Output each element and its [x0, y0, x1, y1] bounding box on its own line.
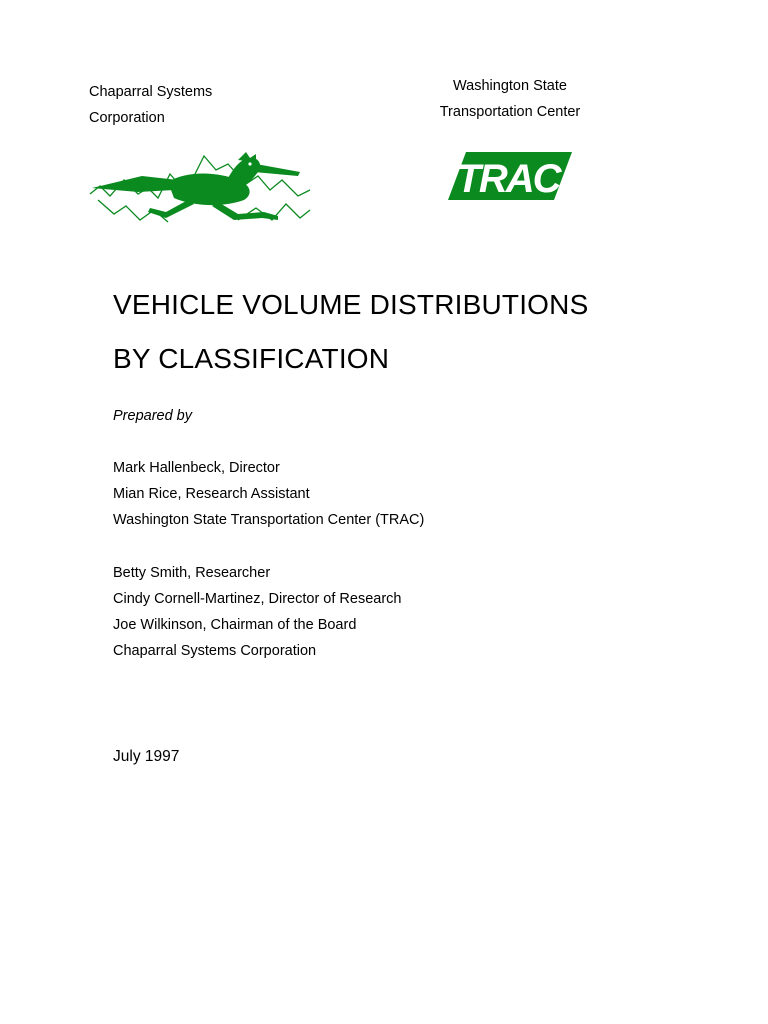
author-line: Mian Rice, Research Assistant [113, 486, 310, 502]
author-line: Cindy Cornell-Martinez, Director of Research [113, 591, 402, 607]
trac-logo-icon [448, 150, 572, 202]
author-line: Betty Smith, Researcher [113, 565, 271, 581]
author-line: Mark Hallenbeck, Director [113, 460, 280, 476]
prepared-by-label: Prepared by [113, 408, 192, 424]
authors-list [113, 455, 424, 691]
org-name-line: Washington State [453, 78, 567, 94]
wstc-org-name [410, 73, 610, 125]
title-line: VEHICLE VOLUME DISTRIBUTIONS [113, 289, 589, 320]
org-name-line: Transportation Center [439, 104, 581, 120]
title-line: BY CLASSIFICATION [113, 343, 390, 374]
org-name-line: Chaparral Systems [89, 84, 213, 100]
author-affiliation: Chaparral Systems Corporation [113, 643, 317, 659]
author-line: Joe Wilkinson, Chairman of the Board [113, 617, 357, 633]
roadrunner-logo-icon [88, 150, 312, 226]
trac-authors [113, 455, 424, 533]
chaparral-org-name [89, 79, 212, 131]
chaparral-authors [113, 560, 424, 664]
author-affiliation: Washington State Transportation Center (TRAC) [113, 512, 425, 528]
trac-logo-text: TRAC [456, 157, 560, 201]
document-title [113, 278, 588, 386]
org-name-line: Corporation [89, 110, 165, 126]
publication-date: July 1997 [113, 748, 180, 765]
